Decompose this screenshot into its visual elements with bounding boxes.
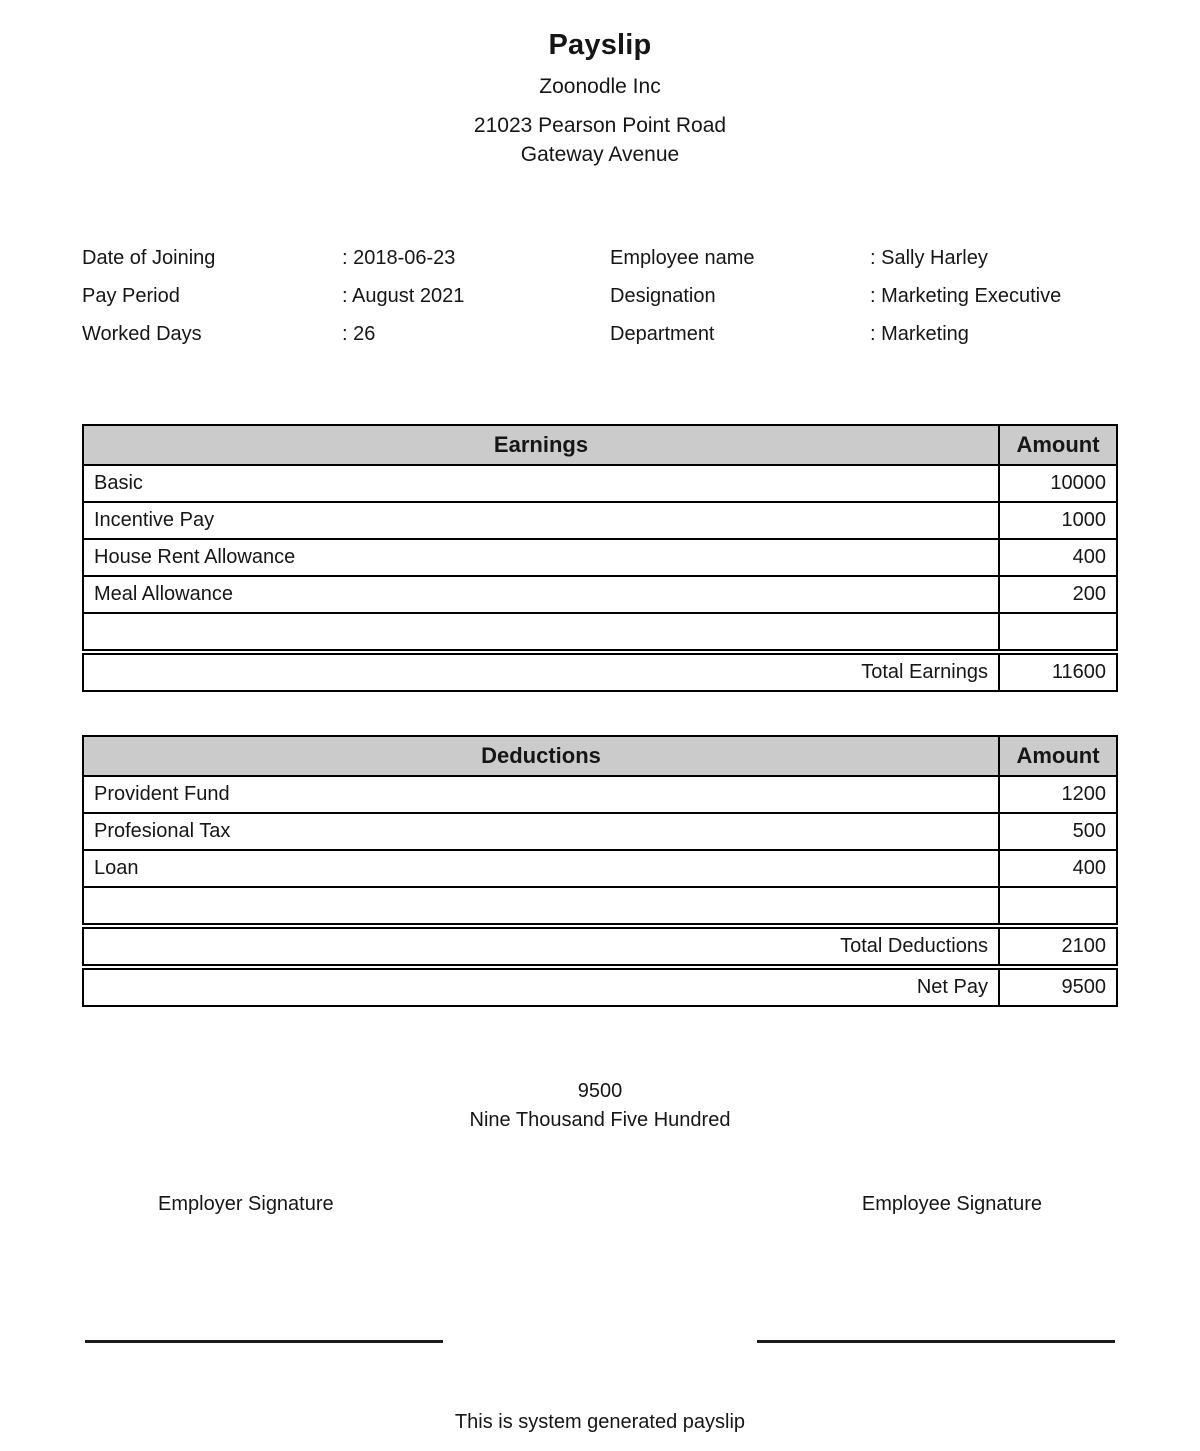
table-row [83, 887, 1117, 924]
total-amount: 9500 [999, 969, 1117, 1006]
info-label-pay-period: Pay Period [82, 285, 180, 307]
table-row [83, 813, 1117, 850]
info-label-worked-days: Worked Days [82, 323, 202, 345]
row-amount: 10000 [999, 465, 1117, 502]
address-line-2: Gateway Avenue [520, 143, 680, 166]
address-line-1: 21023 Pearson Point Road [473, 114, 727, 137]
earnings-title: Earnings [83, 425, 999, 465]
table-row [83, 502, 1117, 539]
info-value-department: : Marketing [870, 323, 969, 345]
total-amount: 11600 [999, 654, 1117, 691]
total-row [83, 928, 1117, 965]
earnings-amount-header: Amount [999, 425, 1117, 465]
total-row [83, 969, 1117, 1006]
row-label: Incentive Pay [83, 502, 999, 539]
row-label: Loan [83, 850, 999, 887]
row-label [83, 887, 999, 924]
earnings-header-row [83, 425, 1117, 465]
deductions-header-row [83, 736, 1117, 776]
employer-signature-label: Employer Signature [158, 1193, 334, 1215]
deductions-table [82, 735, 1118, 1007]
info-label-date-of-joining: Date of Joining [82, 247, 216, 269]
company-name: Zoonodle Inc [539, 75, 661, 98]
info-value-employee-name: : Sally Harley [870, 247, 988, 269]
row-amount [999, 887, 1117, 924]
row-amount: 1000 [999, 502, 1117, 539]
info-value-worked-days: : 26 [342, 323, 376, 345]
table-row [83, 776, 1117, 813]
page-title: Payslip [548, 29, 652, 61]
deductions-amount-header: Amount [999, 736, 1117, 776]
net-pay-number: 9500 [577, 1080, 623, 1102]
total-label: Total Earnings [83, 654, 999, 691]
row-label: Profesional Tax [83, 813, 999, 850]
info-value-pay-period: : August 2021 [342, 285, 465, 307]
net-pay-words: Nine Thousand Five Hundred [469, 1109, 731, 1131]
total-label: Net Pay [83, 969, 999, 1006]
info-label-designation: Designation [610, 285, 716, 307]
row-label [83, 613, 999, 650]
info-value-date-of-joining: : 2018-06-23 [342, 247, 456, 269]
row-label: Basic [83, 465, 999, 502]
info-label-employee-name: Employee name [610, 247, 755, 269]
row-label: Meal Allowance [83, 576, 999, 613]
row-label: Provident Fund [83, 776, 999, 813]
signature-lines [85, 1340, 1115, 1343]
info-label-department: Department [610, 323, 715, 345]
info-value-designation: : Marketing Executive [870, 285, 1062, 307]
row-label: House Rent Allowance [83, 539, 999, 576]
total-row [83, 654, 1117, 691]
row-amount: 1200 [999, 776, 1117, 813]
employee-info-grid [82, 239, 1118, 353]
total-label: Total Deductions [83, 928, 999, 965]
row-amount [999, 613, 1117, 650]
company-address [0, 111, 1200, 169]
deductions-title: Deductions [83, 736, 999, 776]
total-row-table [82, 653, 1118, 692]
row-amount: 200 [999, 576, 1117, 613]
tables-section [82, 424, 1118, 1007]
signature-labels [158, 1193, 1042, 1216]
net-pay-summary [0, 1077, 1200, 1135]
total-row-table [82, 968, 1118, 1007]
employee-signature-line [757, 1340, 1115, 1343]
footer-note: This is system generated payslip [454, 1411, 746, 1433]
row-amount: 400 [999, 850, 1117, 887]
table-row [83, 539, 1117, 576]
employee-signature-label: Employee Signature [861, 1193, 1042, 1215]
total-amount: 2100 [999, 928, 1117, 965]
table-row [83, 613, 1117, 650]
table-row [83, 465, 1117, 502]
total-row-table [82, 927, 1118, 966]
table-row [83, 576, 1117, 613]
earnings-table [82, 424, 1118, 692]
row-amount: 400 [999, 539, 1117, 576]
table-row [83, 850, 1117, 887]
row-amount: 500 [999, 813, 1117, 850]
document-header [0, 0, 1200, 169]
employer-signature-line [85, 1340, 443, 1343]
